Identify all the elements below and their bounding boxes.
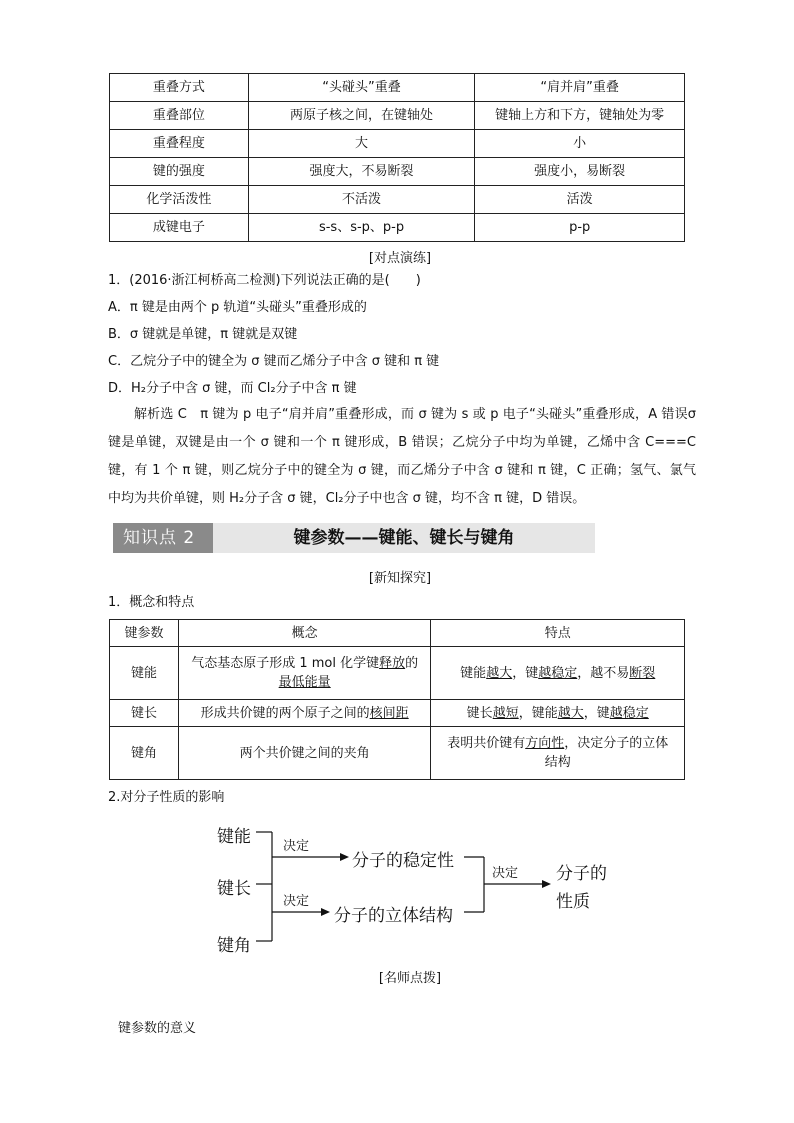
header-param: 键参数 — [110, 620, 179, 647]
diagram-stability: 分子的稳定性 — [352, 851, 454, 871]
diagram-decide-1: 决定 — [283, 839, 310, 854]
question-stem: 1．(2016·浙江柯桥高二检测)下列说法正确的是( ) — [108, 273, 421, 288]
overlap-table-cell: 重叠方式 — [110, 74, 249, 102]
option-b: B．σ 键就是单键，π 键就是双键 — [108, 327, 298, 342]
header-feature: 特点 — [431, 620, 685, 647]
row-bond-energy-concept: 气态基态原子形成 1 mol 化学键释放的 最低能量 — [178, 647, 431, 700]
overlap-table-cell: 大 — [248, 130, 475, 158]
overlap-table-cell: 小 — [475, 130, 685, 158]
overlap-table-cell: 键轴上方和下方，键轴处为零 — [475, 102, 685, 130]
row-bond-energy-name: 键能 — [110, 647, 179, 700]
overlap-table-cell: 键的强度 — [110, 158, 249, 186]
header-concept: 概念 — [178, 620, 431, 647]
section-title: 键参数——键能、键长与键角 — [213, 523, 595, 553]
overlap-table-cell: 重叠部位 — [110, 102, 249, 130]
overlap-table-cell: 成键电子 — [110, 214, 249, 242]
overlap-table-cell: 活泼 — [475, 186, 685, 214]
overlap-table-cell: 不活泼 — [248, 186, 475, 214]
section-label: 知识点 2 — [113, 523, 213, 553]
diagram-bond-energy: 键能 — [217, 827, 251, 847]
overlap-table-cell: “肩并肩”重叠 — [475, 74, 685, 102]
row-bond-angle-feature: 表明共价键有方向性，决定分子的立体 结构 — [431, 727, 685, 780]
row-bond-energy-feature: 键能越大，键越稳定，越不易断裂 — [431, 647, 685, 700]
diagram-decide-2: 决定 — [283, 894, 310, 909]
diagram-bond-length: 键长 — [217, 879, 251, 899]
diagram-decide-3: 决定 — [492, 866, 519, 881]
overlap-table-cell: s-s、s-p、p-p — [248, 214, 475, 242]
concept-heading: 1．概念和特点 — [108, 595, 195, 610]
effect-heading: 2.对分子性质的影响 — [108, 790, 225, 805]
overlap-table-cell: p-p — [475, 214, 685, 242]
overlap-table-cell: 强度小，易断裂 — [475, 158, 685, 186]
overlap-table-cell: 重叠程度 — [110, 130, 249, 158]
option-d: D．H₂分子中含 σ 键，而 Cl₂分子中含 π 键 — [108, 381, 357, 396]
practice-title: [对点演练] — [368, 251, 432, 266]
diagram-structure: 分子的立体结构 — [334, 906, 453, 926]
diagram-bond-angle: 键角 — [217, 936, 251, 956]
diagram-result-line1: 分子的 — [556, 864, 607, 884]
row-bond-length-feature: 键长越短，键能越大，键越稳定 — [431, 700, 685, 727]
diagram-result-line2: 性质 — [556, 892, 590, 912]
analysis-text: 解析选 C π 键为 p 电子“肩并肩”重叠形成，而 σ 键为 s 或 p 电子“头碰头”重叠形成，A 错误σ 键是单键，双键是由一个 σ 键和一个 π 键形成，B 错误；乙烷分子中均为单键，乙烯中含 C===C 键，有 1 个 π 键，则乙烷分子中的键全为 σ 键，而乙烯分子中含 σ 键和 π 键，C 正确；氢气、氯气中均为共价单键，则 H₂分子含 σ 键，Cl₂分子中也含 σ 键，均不含 π 键，D 错误。 — [108, 407, 696, 506]
option-a: A．π 键是由两个 p 轨道“头碰头”重叠形成的 — [108, 300, 367, 315]
overlap-table-cell: 两原子核之间，在键轴处 — [248, 102, 475, 130]
overlap-table-cell: 强度大，不易断裂 — [248, 158, 475, 186]
meaning-heading: 键参数的意义 — [118, 1021, 197, 1036]
option-c: C．乙烷分子中的键全为 σ 键而乙烯分子中含 σ 键和 π 键 — [108, 354, 440, 369]
overlap-table-cell: 化学活泼性 — [110, 186, 249, 214]
row-bond-length-name: 键长 — [110, 700, 179, 727]
tips-title: [名师点拨] — [378, 971, 442, 986]
row-bond-angle-concept: 两个共价键之间的夹角 — [178, 727, 431, 780]
row-bond-length-concept: 形成共价键的两个原子之间的核间距 — [178, 700, 431, 727]
explore-title: [新知探究] — [368, 571, 432, 586]
row-bond-angle-name: 键角 — [110, 727, 179, 780]
overlap-table-cell: “头碰头”重叠 — [248, 74, 475, 102]
